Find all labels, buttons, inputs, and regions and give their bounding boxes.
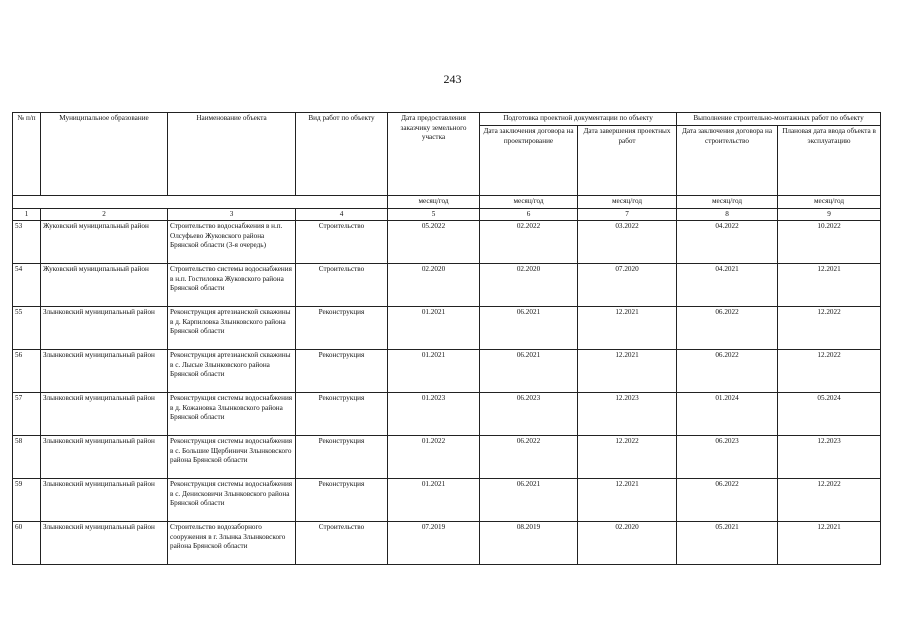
table-body: [13, 221, 881, 565]
table-row: [13, 221, 881, 264]
row-number: 56: [13, 350, 41, 393]
row-design-contract: 06.2021: [480, 350, 578, 393]
column-numbers-row: [13, 208, 881, 221]
column-number: 9: [778, 208, 881, 221]
row-construction-contract: 05.2021: [677, 522, 778, 565]
row-work-type: Реконструкция: [296, 350, 388, 393]
row-planned-date: 10.2022: [778, 221, 881, 264]
column-number: 7: [578, 208, 677, 221]
row-construction-contract: 06.2023: [677, 436, 778, 479]
row-work-type: Реконструкция: [296, 479, 388, 522]
column-number: 3: [168, 208, 296, 221]
row-planned-date: 12.2022: [778, 307, 881, 350]
table-row: [13, 479, 881, 522]
row-design-contract: 08.2019: [480, 522, 578, 565]
row-object: Строительство водоснабжения в н.п. Олсуфьево Жуковского района Брянской области (3-я очередь): [168, 221, 296, 264]
row-municipality: Злынковский муниципальный район: [41, 393, 168, 436]
header-design-contract: Дата заключения договора на проектирование: [480, 126, 578, 196]
row-land-date: 02.2020: [388, 264, 480, 307]
row-design-complete: 02.2020: [578, 522, 677, 565]
row-planned-date: 12.2022: [778, 350, 881, 393]
header-land-date: Дата предоставления заказчику земельного участка: [388, 113, 480, 196]
row-land-date: 01.2022: [388, 436, 480, 479]
objects-table: [12, 112, 881, 565]
header-work-type: Вид работ по объекту: [296, 113, 388, 196]
row-land-date: 01.2021: [388, 307, 480, 350]
header-num: № п/п: [13, 113, 41, 196]
row-municipality: Злынковский муниципальный район: [41, 522, 168, 565]
row-work-type: Строительство: [296, 221, 388, 264]
row-planned-date: 12.2021: [778, 264, 881, 307]
row-work-type: Реконструкция: [296, 393, 388, 436]
row-land-date: 01.2021: [388, 350, 480, 393]
row-municipality: Жуковский муниципальный район: [41, 264, 168, 307]
row-object: Реконструкция системы водоснабжения в д. Кожановка Злынковского района Брянской области: [168, 393, 296, 436]
row-land-date: 05.2022: [388, 221, 480, 264]
header-municipality: Муниципальное образование: [41, 113, 168, 196]
row-design-complete: 12.2022: [578, 436, 677, 479]
row-number: 53: [13, 221, 41, 264]
row-land-date: 07.2019: [388, 522, 480, 565]
header-object-name: Наименование объекта: [168, 113, 296, 196]
row-design-contract: 06.2023: [480, 393, 578, 436]
row-number: 60: [13, 522, 41, 565]
unit-cell: месяц/год: [480, 196, 578, 209]
table-row: [13, 307, 881, 350]
row-municipality: Жуковский муниципальный район: [41, 221, 168, 264]
row-object: Строительство водозаборного сооружения в г. Злынка Злынковского района Брянской области: [168, 522, 296, 565]
row-design-contract: 06.2022: [480, 436, 578, 479]
row-municipality: Злынковский муниципальный район: [41, 307, 168, 350]
row-design-complete: 12.2021: [578, 350, 677, 393]
header-planned-date: Плановая дата ввода объекта в эксплуатацию: [778, 126, 881, 196]
unit-cell: месяц/год: [578, 196, 677, 209]
row-object: Реконструкция системы водоснабжения в с. Большие Щербиничи Злынковского района Брянской области: [168, 436, 296, 479]
row-number: 58: [13, 436, 41, 479]
row-municipality: Злынковский муниципальный район: [41, 436, 168, 479]
unit-cell: месяц/год: [778, 196, 881, 209]
row-number: 55: [13, 307, 41, 350]
header-construction-group: Выполнение строительно-монтажных работ по объекту: [677, 113, 881, 126]
row-object: Реконструкция системы водоснабжения в с. Денисковичи Злынковского района Брянской области: [168, 479, 296, 522]
column-number: 6: [480, 208, 578, 221]
units-blank: [13, 196, 388, 209]
row-planned-date: 12.2021: [778, 522, 881, 565]
row-planned-date: 05.2024: [778, 393, 881, 436]
row-design-complete: 03.2022: [578, 221, 677, 264]
row-construction-contract: 06.2022: [677, 307, 778, 350]
row-design-complete: 12.2021: [578, 307, 677, 350]
row-land-date: 01.2023: [388, 393, 480, 436]
row-municipality: Злынковский муниципальный район: [41, 479, 168, 522]
table-row: [13, 393, 881, 436]
row-land-date: 01.2021: [388, 479, 480, 522]
column-number: 4: [296, 208, 388, 221]
row-design-contract: 06.2021: [480, 479, 578, 522]
row-construction-contract: 06.2022: [677, 350, 778, 393]
row-work-type: Реконструкция: [296, 307, 388, 350]
header-construction-contract: Дата заключения договора на строительство: [677, 126, 778, 196]
row-design-complete: 12.2021: [578, 479, 677, 522]
row-planned-date: 12.2023: [778, 436, 881, 479]
table-row: [13, 522, 881, 565]
row-planned-date: 12.2022: [778, 479, 881, 522]
unit-cell: месяц/год: [677, 196, 778, 209]
row-construction-contract: 06.2022: [677, 479, 778, 522]
row-design-contract: 02.2022: [480, 221, 578, 264]
row-design-complete: 07.2020: [578, 264, 677, 307]
row-object: Реконструкция артезианской скважины в с. Лысые Злынковского района Брянской области: [168, 350, 296, 393]
row-work-type: Строительство: [296, 264, 388, 307]
row-number: 59: [13, 479, 41, 522]
header-design-complete: Дата завершения проектных работ: [578, 126, 677, 196]
row-construction-contract: 04.2022: [677, 221, 778, 264]
row-work-type: Реконструкция: [296, 436, 388, 479]
row-design-complete: 12.2023: [578, 393, 677, 436]
table-row: [13, 350, 881, 393]
row-object: Реконструкция артезианской скважины в д. Карпиловка Злынковского района Брянской области: [168, 307, 296, 350]
row-work-type: Строительство: [296, 522, 388, 565]
row-design-contract: 02.2020: [480, 264, 578, 307]
header-row-1: [13, 113, 881, 126]
row-design-contract: 06.2021: [480, 307, 578, 350]
row-municipality: Злынковский муниципальный район: [41, 350, 168, 393]
row-construction-contract: 04.2021: [677, 264, 778, 307]
table-row: [13, 264, 881, 307]
header-design-group: Подготовка проектной документации по объекту: [480, 113, 677, 126]
unit-cell: месяц/год: [388, 196, 480, 209]
row-number: 57: [13, 393, 41, 436]
row-object: Строительство системы водоснабжения в н.п. Гостиловка Жуковского района Брянской области: [168, 264, 296, 307]
column-number: 1: [13, 208, 41, 221]
column-number: 2: [41, 208, 168, 221]
page-number: 243: [443, 72, 462, 86]
units-row: [13, 196, 881, 209]
row-number: 54: [13, 264, 41, 307]
table-row: [13, 436, 881, 479]
column-number: 8: [677, 208, 778, 221]
column-number: 5: [388, 208, 480, 221]
row-construction-contract: 01.2024: [677, 393, 778, 436]
